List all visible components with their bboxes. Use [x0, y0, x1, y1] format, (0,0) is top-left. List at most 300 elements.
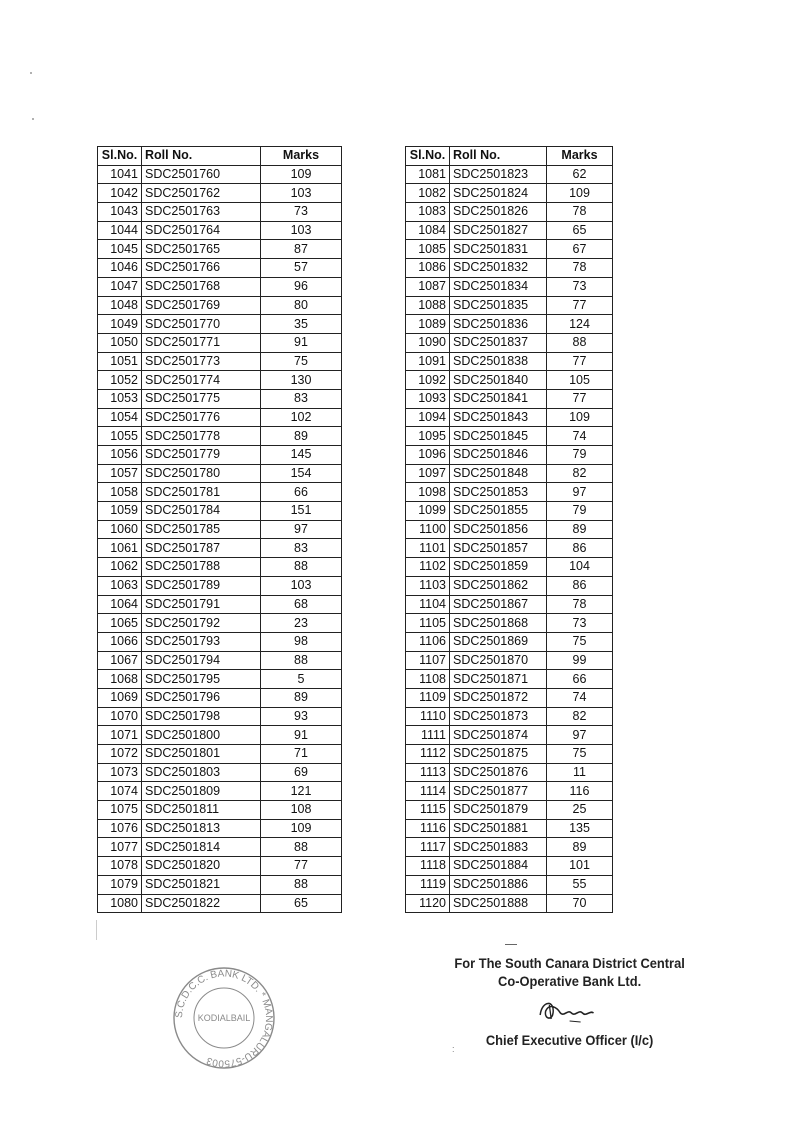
marks-cell: 116	[547, 782, 613, 801]
sl-no-cell: 1063	[98, 576, 142, 595]
roll-no-cell: SDC2501762	[142, 184, 261, 203]
roll-no-cell: SDC2501781	[142, 483, 261, 502]
sl-no-cell: 1071	[98, 726, 142, 745]
marks-cell: 97	[547, 483, 613, 502]
marks-cell: 86	[547, 539, 613, 558]
marks-cell: 80	[261, 296, 342, 315]
column-header-sl-no: Sl.No.	[406, 147, 450, 166]
roll-no-cell: SDC2501859	[450, 558, 547, 577]
sl-no-cell: 1057	[98, 464, 142, 483]
roll-no-cell: SDC2501838	[450, 352, 547, 371]
roll-no-cell: SDC2501845	[450, 427, 547, 446]
table-row	[98, 875, 342, 894]
marks-cell: 75	[547, 632, 613, 651]
sl-no-cell: 1074	[98, 782, 142, 801]
sl-no-cell: 1073	[98, 763, 142, 782]
roll-no-cell: SDC2501874	[450, 726, 547, 745]
marks-cell: 78	[547, 259, 613, 278]
table-row	[406, 782, 613, 801]
roll-no-cell: SDC2501809	[142, 782, 261, 801]
marks-cell: 74	[547, 427, 613, 446]
marks-cell: 97	[547, 726, 613, 745]
marks-cell: 11	[547, 763, 613, 782]
marks-cell: 23	[261, 614, 342, 633]
table-row	[406, 539, 613, 558]
roll-no-cell: SDC2501884	[450, 857, 547, 876]
marks-cell: 69	[261, 763, 342, 782]
marks-cell: 70	[547, 894, 613, 913]
marks-cell: 25	[547, 801, 613, 820]
table-row	[406, 352, 613, 371]
marks-cell: 79	[547, 502, 613, 521]
roll-no-cell: SDC2501846	[450, 446, 547, 465]
roll-no-cell: SDC2501848	[450, 464, 547, 483]
scan-mark: :	[452, 1044, 455, 1054]
handwritten-signature	[533, 995, 607, 1025]
table-row	[98, 240, 342, 259]
marks-cell: 68	[261, 595, 342, 614]
sl-no-cell: 1100	[406, 520, 450, 539]
roll-no-cell: SDC2501841	[450, 389, 547, 408]
table-row	[98, 352, 342, 371]
sl-no-cell: 1062	[98, 558, 142, 577]
table-row	[98, 651, 342, 670]
marks-cell: 130	[261, 371, 342, 390]
table-row	[98, 595, 342, 614]
roll-no-cell: SDC2501769	[142, 296, 261, 315]
marks-cell: 55	[547, 875, 613, 894]
marks-table-body	[98, 165, 342, 913]
marks-cell: 57	[261, 259, 342, 278]
roll-no-cell: SDC2501826	[450, 203, 547, 222]
svg-text:S.C.D.C.C. BANK LTD. * MANGALU: S.C.D.C.C. BANK LTD. * MANGALURU-575003	[173, 968, 275, 1069]
marks-cell: 97	[261, 520, 342, 539]
roll-no-cell: SDC2501800	[142, 726, 261, 745]
column-header-roll-no: Roll No.	[450, 147, 547, 166]
marks-cell: 91	[261, 726, 342, 745]
marks-cell: 83	[261, 389, 342, 408]
table-row	[98, 894, 342, 913]
roll-no-cell: SDC2501789	[142, 576, 261, 595]
sl-no-cell: 1103	[406, 576, 450, 595]
roll-no-cell: SDC2501857	[450, 539, 547, 558]
table-row	[98, 464, 342, 483]
marks-cell: 89	[261, 688, 342, 707]
table-row	[406, 838, 613, 857]
table-row	[406, 726, 613, 745]
sl-no-cell: 1085	[406, 240, 450, 259]
sl-no-cell: 1061	[98, 539, 142, 558]
table-row	[406, 165, 613, 184]
roll-no-cell: SDC2501778	[142, 427, 261, 446]
marks-cell: 109	[261, 165, 342, 184]
table-row	[406, 763, 613, 782]
sl-no-cell: 1051	[98, 352, 142, 371]
table-header-row	[406, 147, 613, 166]
sl-no-cell: 1108	[406, 670, 450, 689]
table-row	[406, 632, 613, 651]
table-row	[98, 483, 342, 502]
sl-no-cell: 1088	[406, 296, 450, 315]
roll-no-cell: SDC2501814	[142, 838, 261, 857]
marks-cell: 77	[261, 857, 342, 876]
sl-no-cell: 1041	[98, 165, 142, 184]
roll-no-cell: SDC2501827	[450, 221, 547, 240]
signatory-organisation-line2: Co-Operative Bank Ltd.	[498, 973, 642, 989]
marks-cell: 87	[261, 240, 342, 259]
table-row	[98, 614, 342, 633]
marks-cell: 73	[547, 277, 613, 296]
table-row	[406, 819, 613, 838]
roll-no-cell: SDC2501796	[142, 688, 261, 707]
roll-no-cell: SDC2501766	[142, 259, 261, 278]
table-row	[406, 184, 613, 203]
marks-cell: 77	[547, 389, 613, 408]
sl-no-cell: 1119	[406, 875, 450, 894]
table-row	[98, 707, 342, 726]
roll-no-cell: SDC2501798	[142, 707, 261, 726]
roll-no-cell: SDC2501763	[142, 203, 261, 222]
sl-no-cell: 1075	[98, 801, 142, 820]
scan-tick-mark	[505, 944, 517, 945]
roll-no-cell: SDC2501862	[450, 576, 547, 595]
marks-cell: 75	[547, 745, 613, 764]
roll-no-cell: SDC2501776	[142, 408, 261, 427]
marks-cell: 103	[261, 221, 342, 240]
marks-cell: 91	[261, 333, 342, 352]
sl-no-cell: 1082	[406, 184, 450, 203]
signatory-organisation-line1: For The South Canara District Central	[454, 955, 685, 971]
marks-cell: 124	[547, 315, 613, 334]
sl-no-cell: 1046	[98, 259, 142, 278]
sl-no-cell: 1102	[406, 558, 450, 577]
table-row	[98, 184, 342, 203]
roll-no-cell: SDC2501768	[142, 277, 261, 296]
marks-cell: 154	[261, 464, 342, 483]
marks-cell: 78	[547, 203, 613, 222]
table-row	[406, 277, 613, 296]
sl-no-cell: 1094	[406, 408, 450, 427]
sl-no-cell: 1042	[98, 184, 142, 203]
sl-no-cell: 1101	[406, 539, 450, 558]
sl-no-cell: 1044	[98, 221, 142, 240]
table-row	[98, 296, 342, 315]
sl-no-cell: 1086	[406, 259, 450, 278]
sl-no-cell: 1097	[406, 464, 450, 483]
table-row	[406, 427, 613, 446]
sl-no-cell: 1090	[406, 333, 450, 352]
marks-cell: 82	[547, 464, 613, 483]
sl-no-cell: 1093	[406, 389, 450, 408]
roll-no-cell: SDC2501875	[450, 745, 547, 764]
table-row	[98, 726, 342, 745]
marks-cell: 135	[547, 819, 613, 838]
sl-no-cell: 1068	[98, 670, 142, 689]
table-row	[98, 558, 342, 577]
roll-no-cell: SDC2501867	[450, 595, 547, 614]
sl-no-cell: 1113	[406, 763, 450, 782]
table-row	[98, 539, 342, 558]
table-row	[98, 389, 342, 408]
sl-no-cell: 1104	[406, 595, 450, 614]
marks-cell: 109	[547, 184, 613, 203]
roll-no-cell: SDC2501834	[450, 277, 547, 296]
marks-cell: 109	[547, 408, 613, 427]
sl-no-cell: 1081	[406, 165, 450, 184]
table-row	[98, 576, 342, 595]
marks-cell: 151	[261, 502, 342, 521]
sl-no-cell: 1110	[406, 707, 450, 726]
roll-no-cell: SDC2501837	[450, 333, 547, 352]
roll-no-cell: SDC2501779	[142, 446, 261, 465]
sl-no-cell: 1054	[98, 408, 142, 427]
table-row	[406, 259, 613, 278]
roll-no-cell: SDC2501831	[450, 240, 547, 259]
sl-no-cell: 1087	[406, 277, 450, 296]
roll-no-cell: SDC2501773	[142, 352, 261, 371]
marks-cell: 96	[261, 277, 342, 296]
roll-no-cell: SDC2501784	[142, 502, 261, 521]
sl-no-cell: 1072	[98, 745, 142, 764]
scan-margin-line	[96, 920, 97, 940]
roll-no-cell: SDC2501775	[142, 389, 261, 408]
marks-cell: 88	[261, 838, 342, 857]
sl-no-cell: 1115	[406, 801, 450, 820]
table-row	[98, 277, 342, 296]
table-row	[406, 651, 613, 670]
sl-no-cell: 1083	[406, 203, 450, 222]
table-row	[406, 801, 613, 820]
marks-cell: 101	[547, 857, 613, 876]
sl-no-cell: 1078	[98, 857, 142, 876]
marks-cell: 66	[261, 483, 342, 502]
roll-no-cell: SDC2501774	[142, 371, 261, 390]
marks-cell: 83	[261, 539, 342, 558]
table-row	[98, 688, 342, 707]
marks-cell: 5	[261, 670, 342, 689]
sl-no-cell: 1067	[98, 651, 142, 670]
sl-no-cell: 1096	[406, 446, 450, 465]
roll-no-cell: SDC2501855	[450, 502, 547, 521]
table-row	[406, 520, 613, 539]
roll-no-cell: SDC2501832	[450, 259, 547, 278]
marks-cell: 73	[261, 203, 342, 222]
sl-no-cell: 1118	[406, 857, 450, 876]
sl-no-cell: 1069	[98, 688, 142, 707]
sl-no-cell: 1047	[98, 277, 142, 296]
roll-no-cell: SDC2501883	[450, 838, 547, 857]
marks-cell: 88	[261, 875, 342, 894]
table-row	[406, 296, 613, 315]
roll-no-cell: SDC2501872	[450, 688, 547, 707]
sl-no-cell: 1120	[406, 894, 450, 913]
table-row	[98, 221, 342, 240]
roll-no-cell: SDC2501794	[142, 651, 261, 670]
table-row	[98, 502, 342, 521]
sl-no-cell: 1079	[98, 875, 142, 894]
table-row	[406, 203, 613, 222]
roll-no-cell: SDC2501869	[450, 632, 547, 651]
marks-cell: 98	[261, 632, 342, 651]
roll-no-cell: SDC2501843	[450, 408, 547, 427]
table-row	[98, 165, 342, 184]
sl-no-cell: 1091	[406, 352, 450, 371]
signatory-title: Chief Executive Officer (I/c)	[485, 1032, 654, 1048]
sl-no-cell: 1084	[406, 221, 450, 240]
table-row	[406, 745, 613, 764]
table-row	[406, 502, 613, 521]
table-row	[98, 819, 342, 838]
marks-cell: 62	[547, 165, 613, 184]
sl-no-cell: 1111	[406, 726, 450, 745]
table-row	[98, 203, 342, 222]
sl-no-cell: 1114	[406, 782, 450, 801]
roll-no-cell: SDC2501888	[450, 894, 547, 913]
table-row	[406, 389, 613, 408]
table-row	[406, 857, 613, 876]
table-row	[98, 371, 342, 390]
roll-no-cell: SDC2501823	[450, 165, 547, 184]
table-row	[406, 595, 613, 614]
sl-no-cell: 1076	[98, 819, 142, 838]
sl-no-cell: 1065	[98, 614, 142, 633]
sl-no-cell: 1070	[98, 707, 142, 726]
marks-cell: 109	[261, 819, 342, 838]
table-row	[98, 838, 342, 857]
sl-no-cell: 1049	[98, 315, 142, 334]
roll-no-cell: SDC2501881	[450, 819, 547, 838]
roll-no-cell: SDC2501873	[450, 707, 547, 726]
table-row	[98, 259, 342, 278]
marks-cell: 65	[261, 894, 342, 913]
table-row	[98, 520, 342, 539]
roll-no-cell: SDC2501791	[142, 595, 261, 614]
sl-no-cell: 1117	[406, 838, 450, 857]
sl-no-cell: 1105	[406, 614, 450, 633]
marks-cell: 73	[547, 614, 613, 633]
scan-speck	[32, 118, 34, 120]
marks-table-right	[405, 146, 613, 913]
marks-cell: 74	[547, 688, 613, 707]
table-row	[406, 315, 613, 334]
roll-no-cell: SDC2501764	[142, 221, 261, 240]
marks-cell: 93	[261, 707, 342, 726]
sl-no-cell: 1058	[98, 483, 142, 502]
table-row	[406, 688, 613, 707]
table-row	[406, 670, 613, 689]
marks-cell: 82	[547, 707, 613, 726]
column-header-marks: Marks	[261, 147, 342, 166]
sl-no-cell: 1052	[98, 371, 142, 390]
marks-cell: 89	[261, 427, 342, 446]
table-row	[98, 763, 342, 782]
column-header-marks: Marks	[547, 147, 613, 166]
marks-cell: 77	[547, 296, 613, 315]
roll-no-cell: SDC2501765	[142, 240, 261, 259]
table-row	[406, 371, 613, 390]
sl-no-cell: 1099	[406, 502, 450, 521]
signature-block	[450, 955, 689, 1048]
marks-cell: 66	[547, 670, 613, 689]
roll-no-cell: SDC2501801	[142, 745, 261, 764]
roll-no-cell: SDC2501836	[450, 315, 547, 334]
marks-table-left	[97, 146, 342, 913]
table-row	[98, 670, 342, 689]
roll-no-cell: SDC2501788	[142, 558, 261, 577]
sl-no-cell: 1109	[406, 688, 450, 707]
table-row	[98, 745, 342, 764]
table-row	[406, 614, 613, 633]
column-header-sl-no: Sl.No.	[98, 147, 142, 166]
sl-no-cell: 1045	[98, 240, 142, 259]
roll-no-cell: SDC2501868	[450, 614, 547, 633]
marks-table-body	[406, 165, 613, 913]
sl-no-cell: 1055	[98, 427, 142, 446]
roll-no-cell: SDC2501793	[142, 632, 261, 651]
table-row	[406, 558, 613, 577]
sl-no-cell: 1112	[406, 745, 450, 764]
roll-no-cell: SDC2501824	[450, 184, 547, 203]
roll-no-cell: SDC2501856	[450, 520, 547, 539]
sl-no-cell: 1077	[98, 838, 142, 857]
roll-no-cell: SDC2501811	[142, 801, 261, 820]
roll-no-cell: SDC2501787	[142, 539, 261, 558]
roll-no-cell: SDC2501871	[450, 670, 547, 689]
sl-no-cell: 1064	[98, 595, 142, 614]
sl-no-cell: 1060	[98, 520, 142, 539]
roll-no-cell: SDC2501840	[450, 371, 547, 390]
table-row	[406, 333, 613, 352]
table-row	[98, 632, 342, 651]
marks-cell: 88	[261, 651, 342, 670]
roll-no-cell: SDC2501792	[142, 614, 261, 633]
sl-no-cell: 1050	[98, 333, 142, 352]
roll-no-cell: SDC2501879	[450, 801, 547, 820]
sl-no-cell: 1116	[406, 819, 450, 838]
bank-seal-stamp	[168, 963, 280, 1073]
table-row	[98, 782, 342, 801]
table-row	[406, 446, 613, 465]
sl-no-cell: 1080	[98, 894, 142, 913]
roll-no-cell: SDC2501813	[142, 819, 261, 838]
roll-no-cell: SDC2501760	[142, 165, 261, 184]
sl-no-cell: 1095	[406, 427, 450, 446]
table-row	[98, 446, 342, 465]
table-header-row	[98, 147, 342, 166]
sl-no-cell: 1098	[406, 483, 450, 502]
sl-no-cell: 1048	[98, 296, 142, 315]
roll-no-cell: SDC2501795	[142, 670, 261, 689]
marks-cell: 71	[261, 745, 342, 764]
roll-no-cell: SDC2501870	[450, 651, 547, 670]
roll-no-cell: SDC2501803	[142, 763, 261, 782]
table-row	[98, 427, 342, 446]
table-row	[406, 875, 613, 894]
table-row	[98, 333, 342, 352]
roll-no-cell: SDC2501822	[142, 894, 261, 913]
marks-cell: 102	[261, 408, 342, 427]
marks-cell: 145	[261, 446, 342, 465]
roll-no-cell: SDC2501877	[450, 782, 547, 801]
marks-cell: 75	[261, 352, 342, 371]
marks-cell: 88	[261, 558, 342, 577]
table-row	[406, 464, 613, 483]
marks-cell: 104	[547, 558, 613, 577]
sl-no-cell: 1053	[98, 389, 142, 408]
marks-cell: 89	[547, 520, 613, 539]
marks-cell: 88	[547, 333, 613, 352]
table-row	[98, 408, 342, 427]
